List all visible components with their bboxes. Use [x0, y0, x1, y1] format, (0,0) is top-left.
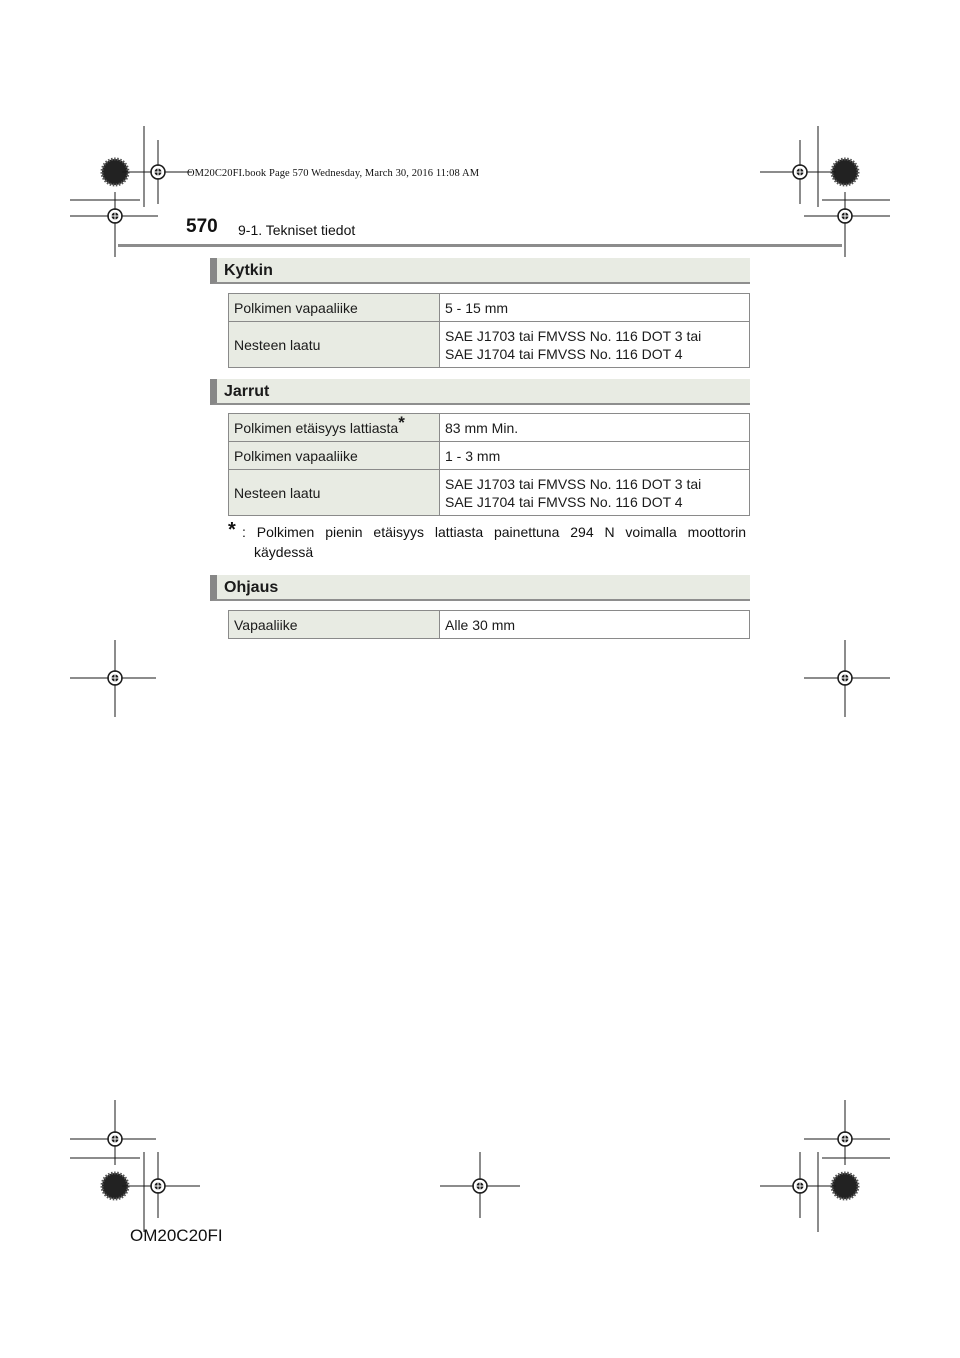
footnote-text: Polkimen pienin etäisyys lattiasta painettuna 294 N voimalla moottorin — [256, 524, 747, 540]
footnote-marker: * — [398, 412, 405, 432]
footnote-line — [242, 522, 746, 542]
table-row — [229, 294, 750, 322]
value-line: SAE J1703 tai FMVSS No. 116 DOT 3 tai — [445, 327, 702, 344]
book-info: OM20C20FI.book Page 570 Wednesday, March 30, 2016 11:08 AM — [187, 168, 480, 179]
page-number: 570 — [186, 216, 218, 237]
header-rule — [118, 244, 842, 247]
row-label: Polkimen vapaaliike — [229, 442, 440, 470]
row-label: Nesteen laatu — [229, 322, 440, 368]
section-heading-clutch — [210, 258, 750, 284]
brakes-spec-table — [228, 413, 750, 516]
row-value: Alle 30 mm — [440, 611, 750, 639]
table-row — [229, 414, 750, 442]
row-value: 5 - 15 mm — [440, 294, 750, 322]
table-row — [229, 442, 750, 470]
section-title: Jarrut — [224, 383, 270, 400]
footer-code: OM20C20FI — [130, 1226, 223, 1245]
row-label: Vapaaliike — [229, 611, 440, 639]
section-title: Kytkin — [224, 262, 273, 279]
row-value: 83 mm Min. — [440, 414, 750, 442]
table-row — [229, 611, 750, 639]
value-line: SAE J1704 tai FMVSS No. 116 DOT 4 — [445, 345, 683, 362]
row-label: Polkimen vapaaliike — [229, 294, 440, 322]
row-value — [440, 322, 750, 368]
footnote-symbol: * — [228, 519, 236, 541]
footnote-line: käydessä — [254, 544, 314, 560]
footnote-prefix: : — [242, 524, 246, 540]
page-section-title: 9-1. Tekniset tiedot — [238, 222, 356, 238]
section-title: Ohjaus — [224, 579, 279, 596]
row-label — [229, 414, 440, 442]
row-value: 1 - 3 mm — [440, 442, 750, 470]
row-value — [440, 470, 750, 516]
section-heading-steering — [210, 575, 750, 601]
label-text: Polkimen etäisyys lattiasta — [234, 419, 399, 436]
table-row — [229, 470, 750, 516]
footnote — [228, 519, 747, 562]
row-label: Nesteen laatu — [229, 470, 440, 516]
table-row — [229, 322, 750, 368]
clutch-spec-table — [228, 293, 750, 368]
value-line: SAE J1704 tai FMVSS No. 116 DOT 4 — [445, 493, 683, 510]
section-heading-brakes — [210, 379, 750, 405]
value-line: SAE J1703 tai FMVSS No. 116 DOT 3 tai — [445, 475, 702, 492]
steering-spec-table — [228, 610, 750, 639]
